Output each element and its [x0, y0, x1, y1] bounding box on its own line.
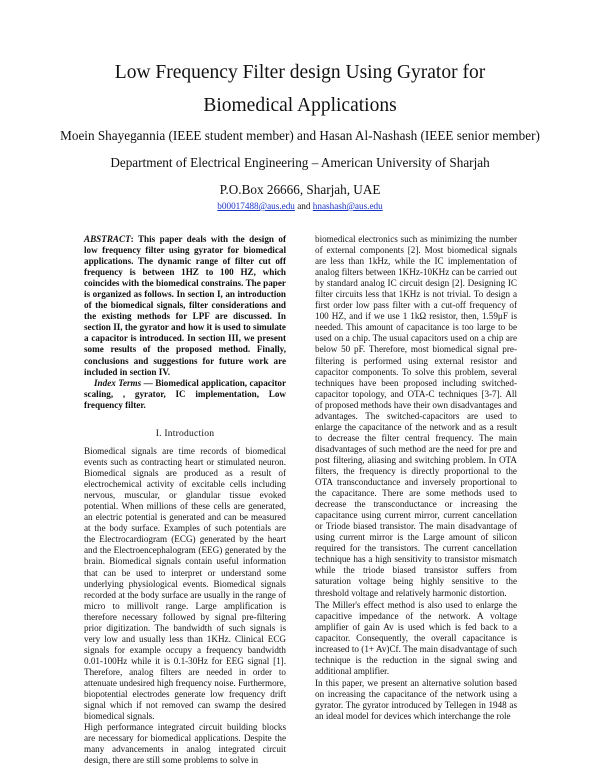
author-emails — [0, 201, 600, 211]
index-terms — [84, 378, 286, 411]
authors: Moein Shayegannia (IEEE student member) and Hasan Al-Nashash (IEEE senior member) — [60, 128, 540, 143]
email-link-1[interactable]: b00017488@aus.edu — [217, 201, 295, 211]
abstract-label: ABSTRACT — [84, 234, 131, 244]
abstract-body — [84, 234, 286, 378]
intro-paragraph-1: Biomedical signals are time records of biomedical events such as contracting heart or stimulated neuron. Biomedical signals are produced as a result of electrochemical activity of excitable cells including nervous, muscular, or glandular tissue evoked potential. When millions of these cells are generated, an electric potential is generated and can be measured at the body surface. Examples of such potentials are the Electrocardiogram (ECG) generated by the heart and the Electroencephalogram (EEG) generated by the brain. Biomedical signals contain useful information that can be used to interpret or understand some underlying physiological events. Biomedical signals recorded at the body surface are usually in the range of micro to millivolt range. Large amplification is therefore necessary followed by signal pre-filtering prior digitization. The bandwidth of such signals is very low and usually less than 1KHz. Clinical ECG signals for example occupy a frequency bandwidth 0.01-100Hz while it is 0.1-30Hz for EEG signal [1]. Therefore, analog filters are needed in order to attenuate undesired high frequency noise. Furthermore, biopotential electrodes generate low frequency drift signal which if not removed can swamp the desired biomedical signals. — [84, 446, 286, 722]
email-and: and — [297, 201, 311, 211]
department: Department of Electrical Engineering – American University of Sharjah — [110, 155, 490, 170]
index-terms-label: Index Terms — [94, 377, 142, 388]
postal-address: P.O.Box 26666, Sharjah, UAE — [219, 182, 381, 197]
section-heading-introduction: I. Introduction — [155, 428, 215, 439]
intro-paragraph-2: High performance integrated circuit building blocks are necessary for biomedical applications. Despite the many advancements in analog integrated circuit design, there are still some problems to solve in — [84, 722, 286, 766]
abstract-text: : This paper deals with the design of low frequency filter using gyrator for biomedical applications. The dynamic range of filter cut off frequency is between 1HZ to 100 HZ, which coincides with the biomedical constrains. The paper is organized as follows. In section I, an introduction of the biomedical signals, filter considerations and the existing methods for LPF are discussed. In section II, the gyrator and how it is used to simulate a capacitor is introduced. In section III, we present some results of the proposed method. Finally, conclusions and suggestions for future work are included in section IV. — [84, 234, 286, 377]
abstract — [84, 234, 286, 411]
email-link-2[interactable]: hnashash@aus.edu — [312, 201, 383, 211]
intro-paragraph-5: In this paper, we present an alternative solution based on increasing the capacitance of the network using a gyrator. The gyrator introduced by Tellegen in 1948 as an ideal model for devices which interchange the role — [315, 677, 517, 722]
introduction-right-column — [315, 234, 517, 722]
paper-title-line-2: Biomedical Applications — [203, 95, 397, 116]
intro-paragraph-3: biomedical electronics such as minimizing the number of external components [2]. Most biomedical signals are less than 1kHz, while the IC implementation of analog filters between 1KHz-10KHz can be carried out by standard analog IC circuit design [2]. Designing IC filter circuits less that 1KHz is not trivial. To design a first order low pass filter with a cut-off frequency of 100 HZ, and if we use 1 1kΩ resistor, then, 1.59μF is needed. This amount of capacitance is too large to be used on a chip. The usual capacitors used on a chip are below 50 pF. Therefore, most biomedical signal pre-filtering is performed using external resistor and capacitor components. To solve this problem, several techniques have been proposed including switched-capacitor topology, and OTA-C techniques [3-7]. All of proposed methods have their own disadvantages and advantages. The switched-capacitors are used to enlarge the capacitance of the network and as a result to decrease the filter central frequency. The main disadvantages of such method are the need for pre and post filtering, aliasing and switching problem. In OTA filters, the frequency is directly proportional to the OTA transconductance and inversely proportional to the capacitance. There are some methods used to decrease the transconductance or increasing the capacitance using current mirror, current cancellation or Triode biased transistor. The main disadvantage of using current mirror is the Large amount of silicon required for the transistors. The current cancellation technique has a high sensitivity to transistor mismatch while the triode biased transistor suffers from saturation voltage being highly sensitive to the threshold voltage and relatively harmonic distortion. — [315, 234, 517, 598]
introduction-left-column — [84, 446, 286, 766]
intro-paragraph-4: The Miller's effect method is also used to enlarge the capacitive impedance of the network. A voltage amplifier of gain Av is used which is fed back to a capacitor. Consequently, the overall capacitance is increased to (1+ Av)Cf. The main disadvantage of such technique is the reduction in the signal swing and additional amplifier. — [315, 599, 517, 676]
paper-title-line-1: Low Frequency Filter design Using Gyrator for — [114, 62, 486, 83]
index-terms-text: — Biomedical application, capacitor scaling, , gyrator, IC implementation, Low frequency filter. — [84, 377, 286, 410]
